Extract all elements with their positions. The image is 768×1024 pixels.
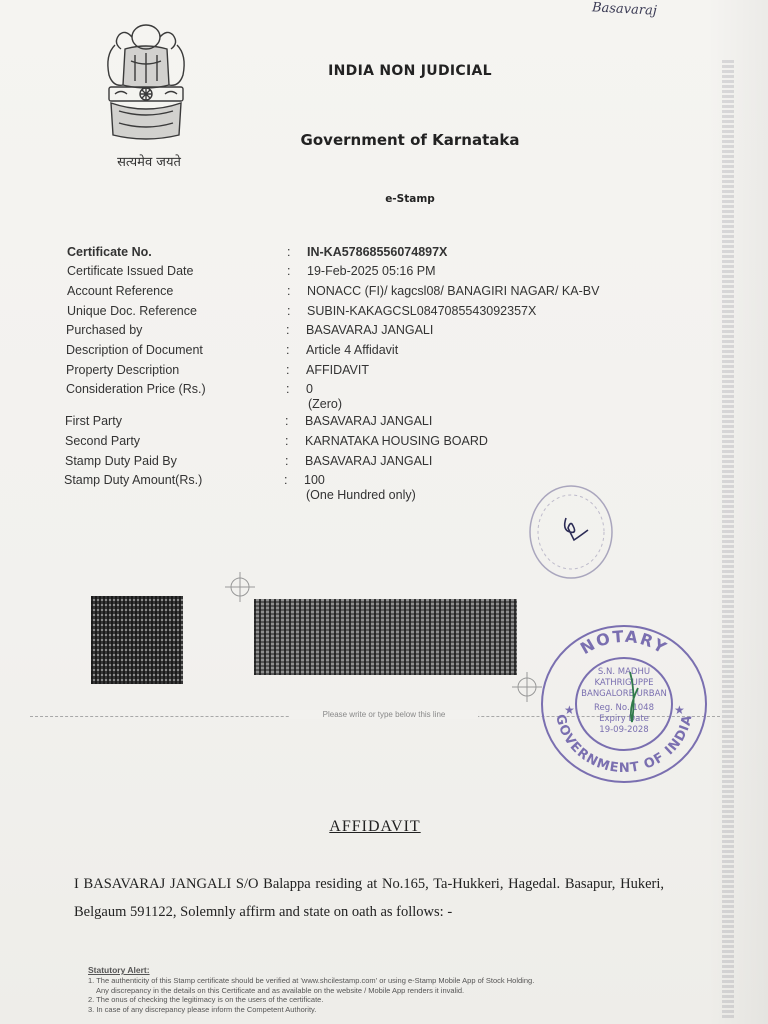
statutory-alert [88, 965, 618, 1014]
circular-seal-with-signature [526, 482, 616, 586]
statutory-alert-title: Statutory Alert: [88, 965, 150, 975]
star-icon: ★ [674, 703, 685, 717]
detail-value: SUBIN-KAKAGCSL0847085543092357X [307, 304, 537, 318]
detail-label: Account Reference [67, 284, 174, 298]
header-estamp: e-Stamp [385, 193, 435, 205]
statutory-alert-item: 3. In case of any discrepancy please inform the Competent Authority. [88, 1004, 317, 1014]
detail-colon: : [286, 323, 290, 337]
notary-reg-no: Reg. No. 1048 [594, 703, 654, 713]
detail-colon: : [287, 264, 291, 278]
detail-value: 19-Feb-2025 05:16 PM [307, 264, 436, 278]
notary-seal [538, 622, 710, 786]
detail-value: Article 4 Affidavit [306, 343, 399, 357]
detail-value: AFFIDAVIT [306, 363, 369, 377]
affidavit-title: AFFIDAVIT [329, 818, 421, 835]
detail-label: Stamp Duty Paid By [65, 454, 177, 468]
notary-seal-bottom-text: GOVERNMENT OF INDIA [552, 713, 696, 777]
detail-colon: : [286, 382, 290, 396]
qr-code [91, 596, 183, 684]
notary-locality: KATHRIGUPPE [594, 678, 654, 688]
detail-colon: : [287, 284, 291, 298]
notary-seal-top-text: NOTARY [576, 626, 672, 659]
detail-value: 100 [304, 473, 325, 487]
notary-name: S.N. MADHU [597, 667, 651, 677]
detail-label: Description of Document [66, 343, 203, 357]
detail-label: Consideration Price (Rs.) [66, 382, 206, 396]
detail-colon: : [285, 414, 289, 428]
detail-value: KARNATAKA HOUSING BOARD [305, 434, 488, 448]
svg-text:NOTARY [577, 627, 671, 658]
national-emblem-icon [95, 15, 197, 155]
detail-value: BASAVARAJ JANGALI [305, 414, 433, 428]
star-icon: ★ [564, 703, 575, 717]
statutory-alert-item: 1. The authenticity of this Stamp certificate should be verified at 'www.shcilestamp.com' or using e-Stamp Mobile App of Stock Holding. [88, 976, 535, 985]
detail-colon: : [287, 245, 291, 259]
affidavit-body: I BASAVARAJ JANGALI S/O Balappa residing at No.165, Ta-Hukkeri, Hagedal. Basapur, Hukeri, Belgaum 591122, Solemnly affirm and state on oath as follows: - [74, 876, 664, 920]
detail-value: BASAVARAJ JANGALI [306, 323, 434, 337]
handwritten-note: Basavaraj [591, 0, 658, 19]
paper-edge-shadow [708, 0, 768, 1024]
write-below-instruction: Please write or type below this line [290, 710, 478, 719]
detail-label: Stamp Duty Amount(Rs.) [64, 473, 203, 487]
detail-colon: : [284, 473, 288, 487]
detail-colon: : [286, 363, 290, 377]
notary-district: BANGALORE URBAN [581, 689, 667, 699]
registration-crosshair-icon [225, 572, 255, 602]
detail-label: Certificate Issued Date [67, 264, 194, 278]
header-india-non-judicial: INDIA NON JUDICIAL [328, 63, 492, 79]
detail-value: BASAVARAJ JANGALI [305, 454, 433, 468]
detail-label: Certificate No. [67, 245, 152, 259]
statutory-alert-item: 2. The onus of checking the legitimacy is on the users of the certificate. [88, 995, 324, 1004]
notary-expiry-label: Expiry Date [599, 714, 649, 724]
detail-label: Unique Doc. Reference [67, 304, 197, 318]
detail-label: Property Description [66, 363, 180, 377]
detail-value: NONACC (FI)/ kagcsl08/ BANAGIRI NAGAR/ KA-BV [307, 284, 600, 298]
detail-colon: : [285, 434, 289, 448]
detail-value-words: (Zero) [308, 397, 343, 411]
detail-value-words: (One Hundred only) [306, 488, 416, 502]
side-microtext-border [722, 60, 734, 1020]
detail-colon: : [287, 304, 291, 318]
detail-colon: : [286, 343, 290, 357]
detail-colon: : [285, 454, 289, 468]
detail-label: Second Party [65, 434, 141, 448]
detail-label: First Party [65, 414, 122, 428]
encrypted-barcode-block [254, 599, 517, 675]
statutory-alert-item: Any discrepancy in the details on this Certificate and as available on the website / Mobile App renders it invalid. [96, 985, 465, 995]
header-government: Government of Karnataka [300, 131, 520, 149]
detail-value: IN-KA57868556074897X [307, 245, 448, 259]
detail-label: Purchased by [66, 323, 143, 337]
detail-value: 0 [306, 382, 313, 396]
notary-expiry-date: 19-09-2028 [599, 725, 649, 735]
emblem-motto: सत्यमेव जयते [117, 155, 181, 170]
